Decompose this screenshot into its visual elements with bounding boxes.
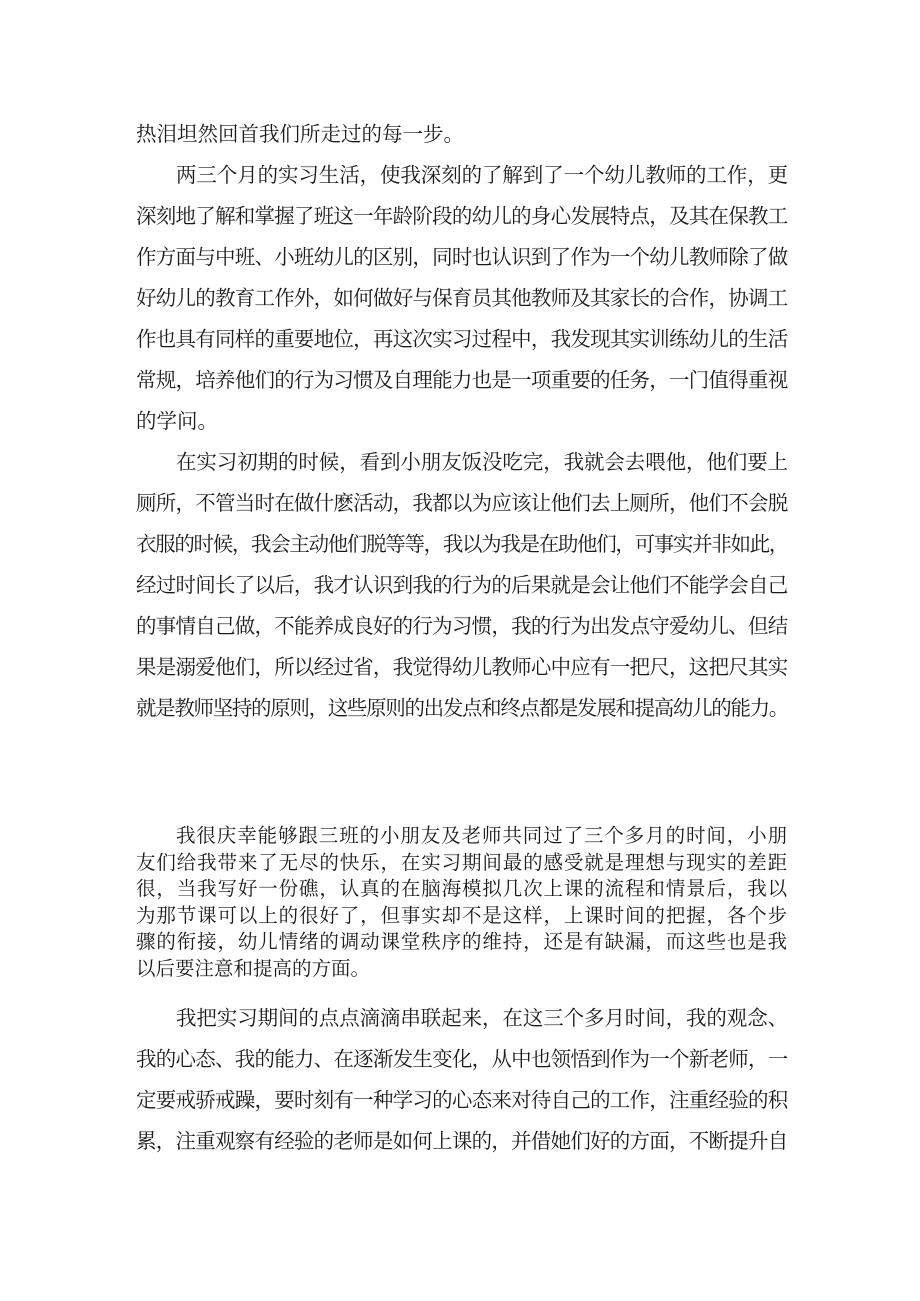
text-line: 友们给我带来了无尽的快乐，在实习期间最的感受就是理想与现实的差距	[136, 850, 789, 874]
text-line: 骤的衔接，幼儿情绪的调动课堂秩序的维持，还是有缺漏，而这些也是我	[136, 930, 789, 954]
text-line: 衣服的时候，我会主动他们脱等等，我以为我是在助他们，可事实并非如此，	[136, 532, 788, 556]
text-line: 果是溺爱他们，所以经过省，我觉得幼儿教师心中应有一把尺，这把尺其实	[136, 655, 788, 679]
text-line: 厕所，不管当时在做什麽活动，我都以为应该让他们去上厕所，他们不会脱	[136, 491, 788, 515]
text-line: 为那节课可以上的很好了，但事实却不是这样，上课时间的把握，各个步	[136, 903, 789, 927]
text-line: 我很庆幸能够跟三班的小朋友及老师共同过了三个多月的时间，小朋	[176, 824, 789, 847]
text-line: 累，注重观察有经验的老师是如何上课的，并借她们好的方面，不断提升自	[136, 1129, 788, 1153]
paragraph-group-b	[136, 823, 788, 983]
text-line: 作也具有同样的重要地位，再这次实习过程中，我发现其实训练幼儿的生活	[136, 327, 788, 351]
text-line: 两三个月的实习生活，使我深刻的了解到了一个幼儿教师的工作，更	[176, 163, 788, 187]
paragraph-group-a	[136, 114, 788, 729]
text-line: 经过时间长了以后，我才认识到我的行为的后果就是会让他们不能学会自己	[136, 573, 788, 597]
paragraph-group-c	[136, 998, 788, 1162]
text-line: 定要戒骄戒躁，要时刻有一种学习的心态来对待自己的工作，注重经验的积	[136, 1088, 788, 1112]
text-line: 很，当我写好一份礁，认真的在脑海模拟几次上课的流程和情景后，我以	[136, 877, 789, 901]
text-line: 作方面与中班、小班幼儿的区别，同时也认识到了作为一个幼儿教师除了做	[136, 245, 788, 269]
text-line: 常规，培养他们的行为习惯及自理能力也是一项重要的任务，一门值得重视	[136, 368, 788, 392]
text-line: 深刻地了解和掌握了班这一年龄阶段的幼儿的身心发展特点，及其在保教工	[136, 204, 788, 228]
text-line: 我把实习期间的点点滴滴串联起来，在这三个多月时间，我的观念、	[176, 1006, 788, 1030]
text-line: 以后要注意和提高的方面。	[136, 956, 371, 980]
text-line: 热泪坦然回首我们所走过的每一步。	[136, 122, 464, 146]
text-line: 在实习初期的时候，看到小朋友饭没吃完，我就会去喂他，他们要上	[176, 450, 788, 474]
text-line: 我的心态、我的能力、在逐渐发生变化，从中也领悟到作为一个新老师，一	[136, 1047, 788, 1071]
text-line: 的学问。	[136, 409, 218, 433]
text-line: 的事情自己做，不能养成良好的行为习惯，我的行为出发点守爱幼儿、但结	[136, 614, 788, 638]
text-line: 好幼儿的教育工作外，如何做好与保育员其他教师及其家长的合作，协调工	[136, 286, 788, 310]
text-line: 就是教师坚持的原则，这些原则的出发点和终点都是发展和提高幼儿的能力。	[136, 696, 788, 720]
